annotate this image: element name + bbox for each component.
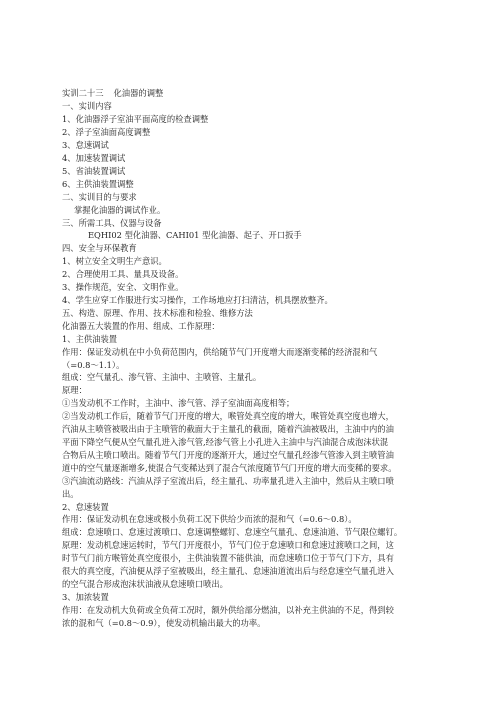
document-title	[62, 87, 430, 100]
paragraph-line: EQHI02 型化油器、CAHI01 型化油器、起子、开口扳手	[88, 230, 302, 241]
section-heading: 二、实训目的与要求	[62, 191, 137, 202]
paragraph-line: ③汽油流动路线：汽油从浮子室流出后，经主量孔、功率量孔进入主油中，然后从主喷口喷	[62, 475, 394, 486]
paragraph-line: 化油器五大装置的作用、组成、工作原理：	[62, 320, 220, 331]
paragraph-line: ②当发动机工作后，随着节气门开度的增大，喉管处真空度的增大，喉管处真空度也增大，	[62, 411, 394, 422]
paragraph-line: 原理：发动机怠速运转时，节气门开度很小，节气门位于怠速喷口和怠速过渡喷口之间，这	[62, 540, 394, 551]
list-item: 3、怠速调试	[62, 140, 109, 151]
section-heading: 三、所需工具、仪器与设备	[62, 217, 162, 228]
list-item: 2、合理使用工具、量具及设备。	[62, 269, 184, 280]
paragraph-line: 出。	[62, 488, 79, 499]
paragraph-line: 原理：	[62, 385, 87, 396]
list-item: 5、省油装置调试	[62, 165, 126, 176]
subsection-heading: 2、怠速装置	[62, 501, 109, 512]
section-heading: 五、构造、原理、作用、技术标准和检验、维修方法	[62, 307, 253, 318]
list-item: 1、化油器浮子室油平面高度的检查调整	[62, 114, 209, 125]
subsection-heading: 1、主供油装置	[62, 333, 118, 344]
title-text: 化油器的调整	[113, 88, 164, 98]
paragraph-line: 作用：保证发动机在怠速或极小负荷工况下供给少而浓的混和气（=0.6～0.8）。	[62, 514, 357, 525]
list-item: 6、主供油装置调整	[62, 178, 134, 189]
paragraph-line: 的空气混合形成泡沫状油液从怠速喷口喷出。	[62, 578, 228, 589]
paragraph-line: 作用：在发动机大负荷或全负荷工况时，额外供给部分燃油，以补充主供油的不足，得到较	[62, 604, 394, 615]
list-item: 2、浮子室油面高度调整	[62, 127, 151, 138]
paragraph-line: 很大的真空度，汽油便从浮子室被吸出，经主量孔、怠速油道流出后与经怠速空气量孔进入	[62, 566, 394, 577]
paragraph-line: 浓的混和气（=0.8～0.9），使发动机输出最大的功率。	[62, 617, 266, 628]
paragraph-line: （=0.8～1.1）。	[62, 359, 125, 370]
paragraph-line: 汽油从主喷管被吸出由于主喷管的截面大于主量孔的截面，随着汽油被吸出，主油中内的油	[62, 424, 394, 435]
paragraph-line: 组成：空气量孔、渗气管、主油中、主喷管、主量孔。	[62, 372, 262, 383]
paragraph-line: 合物后从主喷口喷出。随着节气门开度的逐渐开大，通过空气量孔经渗气管渗入到主喷管油	[62, 449, 394, 460]
title-number: 实训二十三	[62, 88, 104, 98]
paragraph-line: 平面下降空气便从空气量孔进入渗气管,经渗气管上小孔进入主油中与汽油混合成泡沫状混	[62, 436, 389, 447]
list-item: 4、学生应穿工作服进行实习操作，工作场地应打扫清洁，机具摆放整齐。	[62, 295, 333, 305]
section-heading: 一、实训内容	[62, 101, 112, 112]
paragraph-line: 作用：保证发动机在中小负荷范围内，供给随节气门开度增大而逐渐变稀的经济混和气	[62, 346, 378, 357]
section-heading: 四、安全与环保教育	[62, 243, 137, 254]
paragraph-line: ①当发动机不工作时，主油中、渗气管、浮子室油面高度相等；	[62, 398, 295, 409]
paragraph-line: 组成：怠速喷口、怠速过渡喷口、怠速调整螺钉、怠速空气量孔、怠速油道、节气限位螺钉。	[62, 527, 403, 538]
paragraph-line: 道中的空气量逐渐增多,使混合气变稀达到了混合气浓度随节气门开度的增大而变稀的要求。	[62, 462, 397, 473]
paragraph-line: 掌握化油器的调试作业。	[74, 204, 166, 215]
subsection-heading: 3、加浓装置	[62, 591, 109, 602]
list-item: 3、操作规范，安全、文明作业。	[62, 282, 184, 293]
paragraph-line: 时节气门前方喉管处真空度很小，主供油装置不能供油，而怠速喷口位于节气门下方，具有	[62, 553, 394, 564]
list-item: 4、加速装置调试	[62, 153, 126, 164]
list-item: 1、树立安全文明生产意识。	[62, 256, 167, 267]
